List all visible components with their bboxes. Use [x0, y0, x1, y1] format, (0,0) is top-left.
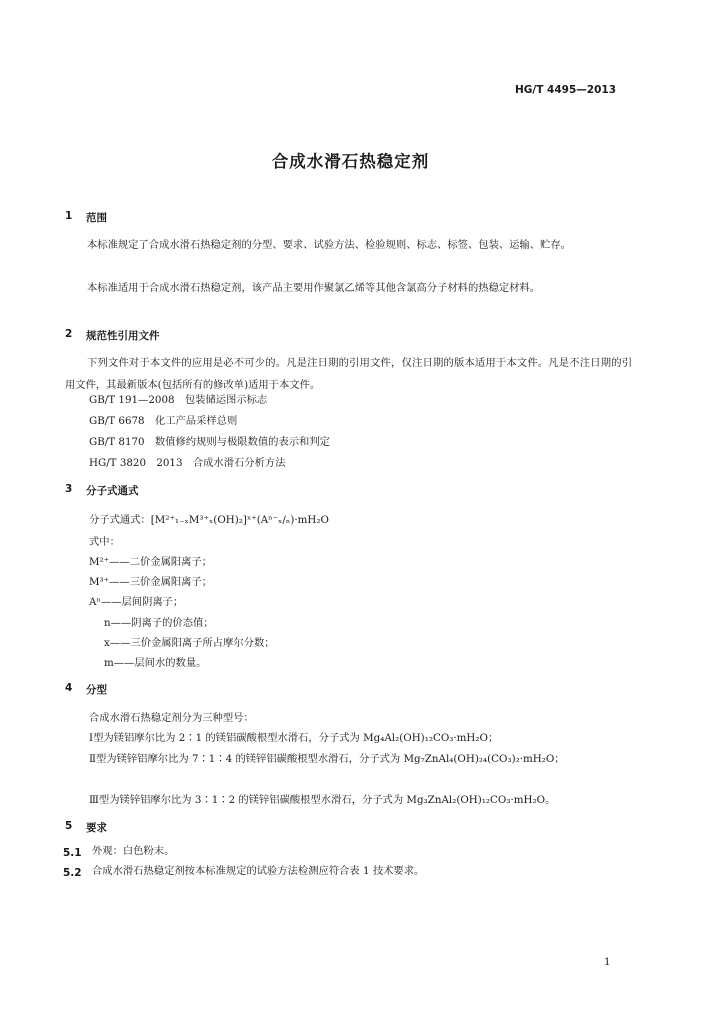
reference-item: GB/T 191—2008 包装储运图示标志 — [89, 394, 268, 406]
where-label: 式中： — [89, 536, 120, 548]
general-formula: 分子式通式：[M²⁺₁₋ₓM³⁺ₓ(OH)₂]ˣ⁺(Aⁿ⁻ₓ/ₙ)·mH₂O — [89, 514, 329, 526]
symbol-definition: m——层间水的数量。 — [104, 657, 207, 669]
page-number: 1 — [604, 956, 611, 968]
clause-text: 合成水滑石热稳定剂按本标准规定的试验方法检测应符合表 1 技术要求。 — [92, 865, 425, 877]
section-3-heading: 分子式通式 — [86, 485, 139, 497]
clause-number: 5.2 — [63, 867, 82, 879]
page-title: 合成水滑石热稳定剂 — [271, 152, 430, 171]
type-2-description: Ⅱ型为镁锌铝摩尔比为 7∶1∶4 的镁锌铝碳酸根型水滑石，分子式为 Mg₇ZnAl₄(OH)₂₄(CO₃)₂·mH₂O； — [89, 753, 565, 765]
section-5-heading: 要求 — [86, 822, 107, 834]
symbol-definition: x——三价金属阳离子所占摩尔分数； — [104, 637, 275, 649]
section-3-number: 3 — [65, 483, 73, 495]
symbol-definition: Aⁿ——层间阴离子； — [89, 596, 184, 608]
section-4-number: 4 — [65, 682, 73, 694]
section-2-heading: 规范性引用文件 — [86, 330, 160, 342]
symbol-definition: M³⁺——三价金属阳离子； — [89, 576, 213, 588]
section-4-heading: 分型 — [86, 684, 107, 696]
type-1-description: Ⅰ型为镁铝摩尔比为 2∶1 的镁铝碳酸根型水滑石，分子式为 Mg₄Al₂(OH)₁₂CO₃·mH₂O； — [89, 732, 499, 744]
clause-number: 5.1 — [63, 847, 82, 859]
section-1-heading: 范围 — [86, 212, 107, 224]
section-2-paragraph: 下列文件对于本文件的应用是必不可少的。凡是注日期的引用文件，仅注日期的版本适用于本文件。凡是不注日期的引用文件，其最新版本(包括所有的修改单)适用于本文件。 — [65, 357, 632, 391]
section-1-number: 1 — [65, 210, 73, 222]
clause-text: 外观：白色粉末。 — [92, 845, 175, 857]
type-3-description: Ⅲ型为镁锌铝摩尔比为 3∶1∶2 的镁锌铝碳酸根型水滑石，分子式为 Mg₃ZnAl₂(OH)₁₂CO₃·mH₂O。 — [89, 794, 556, 806]
reference-item: GB/T 6678 化工产品采样总则 — [89, 415, 238, 427]
type-intro: 合成水滑石热稳定剂分为三种型号： — [89, 712, 254, 724]
section-2-number: 2 — [65, 328, 73, 340]
standard-number: HG/T 4495—2013 — [515, 84, 617, 96]
symbol-definition: M²⁺——二价金属阳离子； — [89, 556, 213, 568]
reference-item: GB/T 8170 数值修约规则与极限数值的表示和判定 — [89, 436, 330, 448]
section-5-number: 5 — [65, 820, 73, 832]
section-1-paragraph-1: 本标准规定了合成水滑石热稳定剂的分型、要求、试验方法、检验规则、标志、标签、包装、运输、贮存。 — [87, 239, 571, 251]
symbol-definition: n——阴离子的价态值； — [104, 617, 214, 629]
section-1-paragraph-2: 本标准适用于合成水滑石热稳定剂，该产品主要用作聚氯乙烯等其他含氯高分子材料的热稳定材料。 — [87, 282, 541, 294]
reference-item: HG/T 3820 2013 合成水滑石分析方法 — [89, 457, 286, 469]
